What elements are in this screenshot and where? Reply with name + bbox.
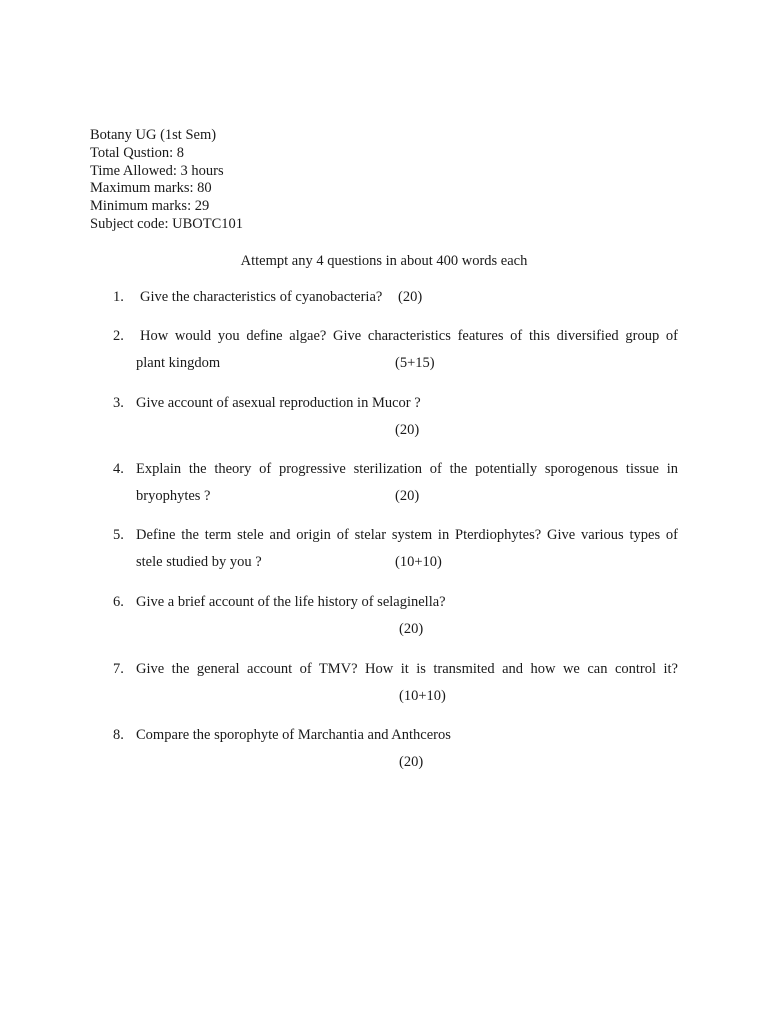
question-text: Compare the sporophyte of Marchantia and Anthceros xyxy=(136,727,451,743)
total-questions: Total Qustion: 8 xyxy=(90,144,185,161)
question-text-continued: stele studied by you ? xyxy=(136,554,262,570)
question-number: 4. xyxy=(113,461,124,477)
question-marks: (20) xyxy=(399,754,424,770)
question-marks: (20) xyxy=(395,422,420,438)
question-text: How would you define algae? Give characteristics features of this diversified group of xyxy=(140,328,678,344)
question-marks: (20) xyxy=(395,488,420,504)
subject-code: Subject code: UBOTC101 xyxy=(90,215,244,232)
minimum-marks: Minimum marks: 29 xyxy=(90,198,210,215)
question-marks: (20) xyxy=(398,289,423,305)
exam-instruction: Attempt any 4 questions in about 400 words each xyxy=(240,253,528,269)
exam-header xyxy=(90,127,243,234)
time-allowed: Time Allowed: 3 hours xyxy=(90,162,224,179)
question-number: 6. xyxy=(113,594,124,610)
question-text: Define the term stele and origin of stelar system in Pterdiophytes? Give various types of xyxy=(136,527,678,543)
question-number: 7. xyxy=(113,661,124,677)
question-marks: (5+15) xyxy=(395,355,435,371)
question-number: 1. xyxy=(113,289,124,305)
question-text: Give account of asexual reproduction in Mucor ? xyxy=(136,395,421,411)
question-number: 3. xyxy=(113,395,124,411)
question-text-continued: plant kingdom xyxy=(136,355,221,371)
question-text-continued: bryophytes ? xyxy=(136,488,211,504)
course-title: Botany UG (1st Sem) xyxy=(90,127,217,143)
question-number: 5. xyxy=(113,527,124,543)
question-text: Give a brief account of the life history of selaginella? xyxy=(136,594,446,610)
maximum-marks: Maximum marks: 80 xyxy=(90,180,212,197)
question-text: Give the general account of TMV? How it is transmited and how we can control it? xyxy=(136,661,678,677)
question-text: Explain the theory of progressive sterilization of the potentially sporogenous tissue in xyxy=(136,461,678,477)
question-marks: (10+10) xyxy=(399,688,446,704)
question-number: 8. xyxy=(113,727,124,743)
question-number: 2. xyxy=(113,328,124,344)
question-marks: (20) xyxy=(399,621,424,637)
question-text: Give the characteristics of cyanobacteria? xyxy=(140,289,383,305)
question-marks: (10+10) xyxy=(395,554,442,570)
